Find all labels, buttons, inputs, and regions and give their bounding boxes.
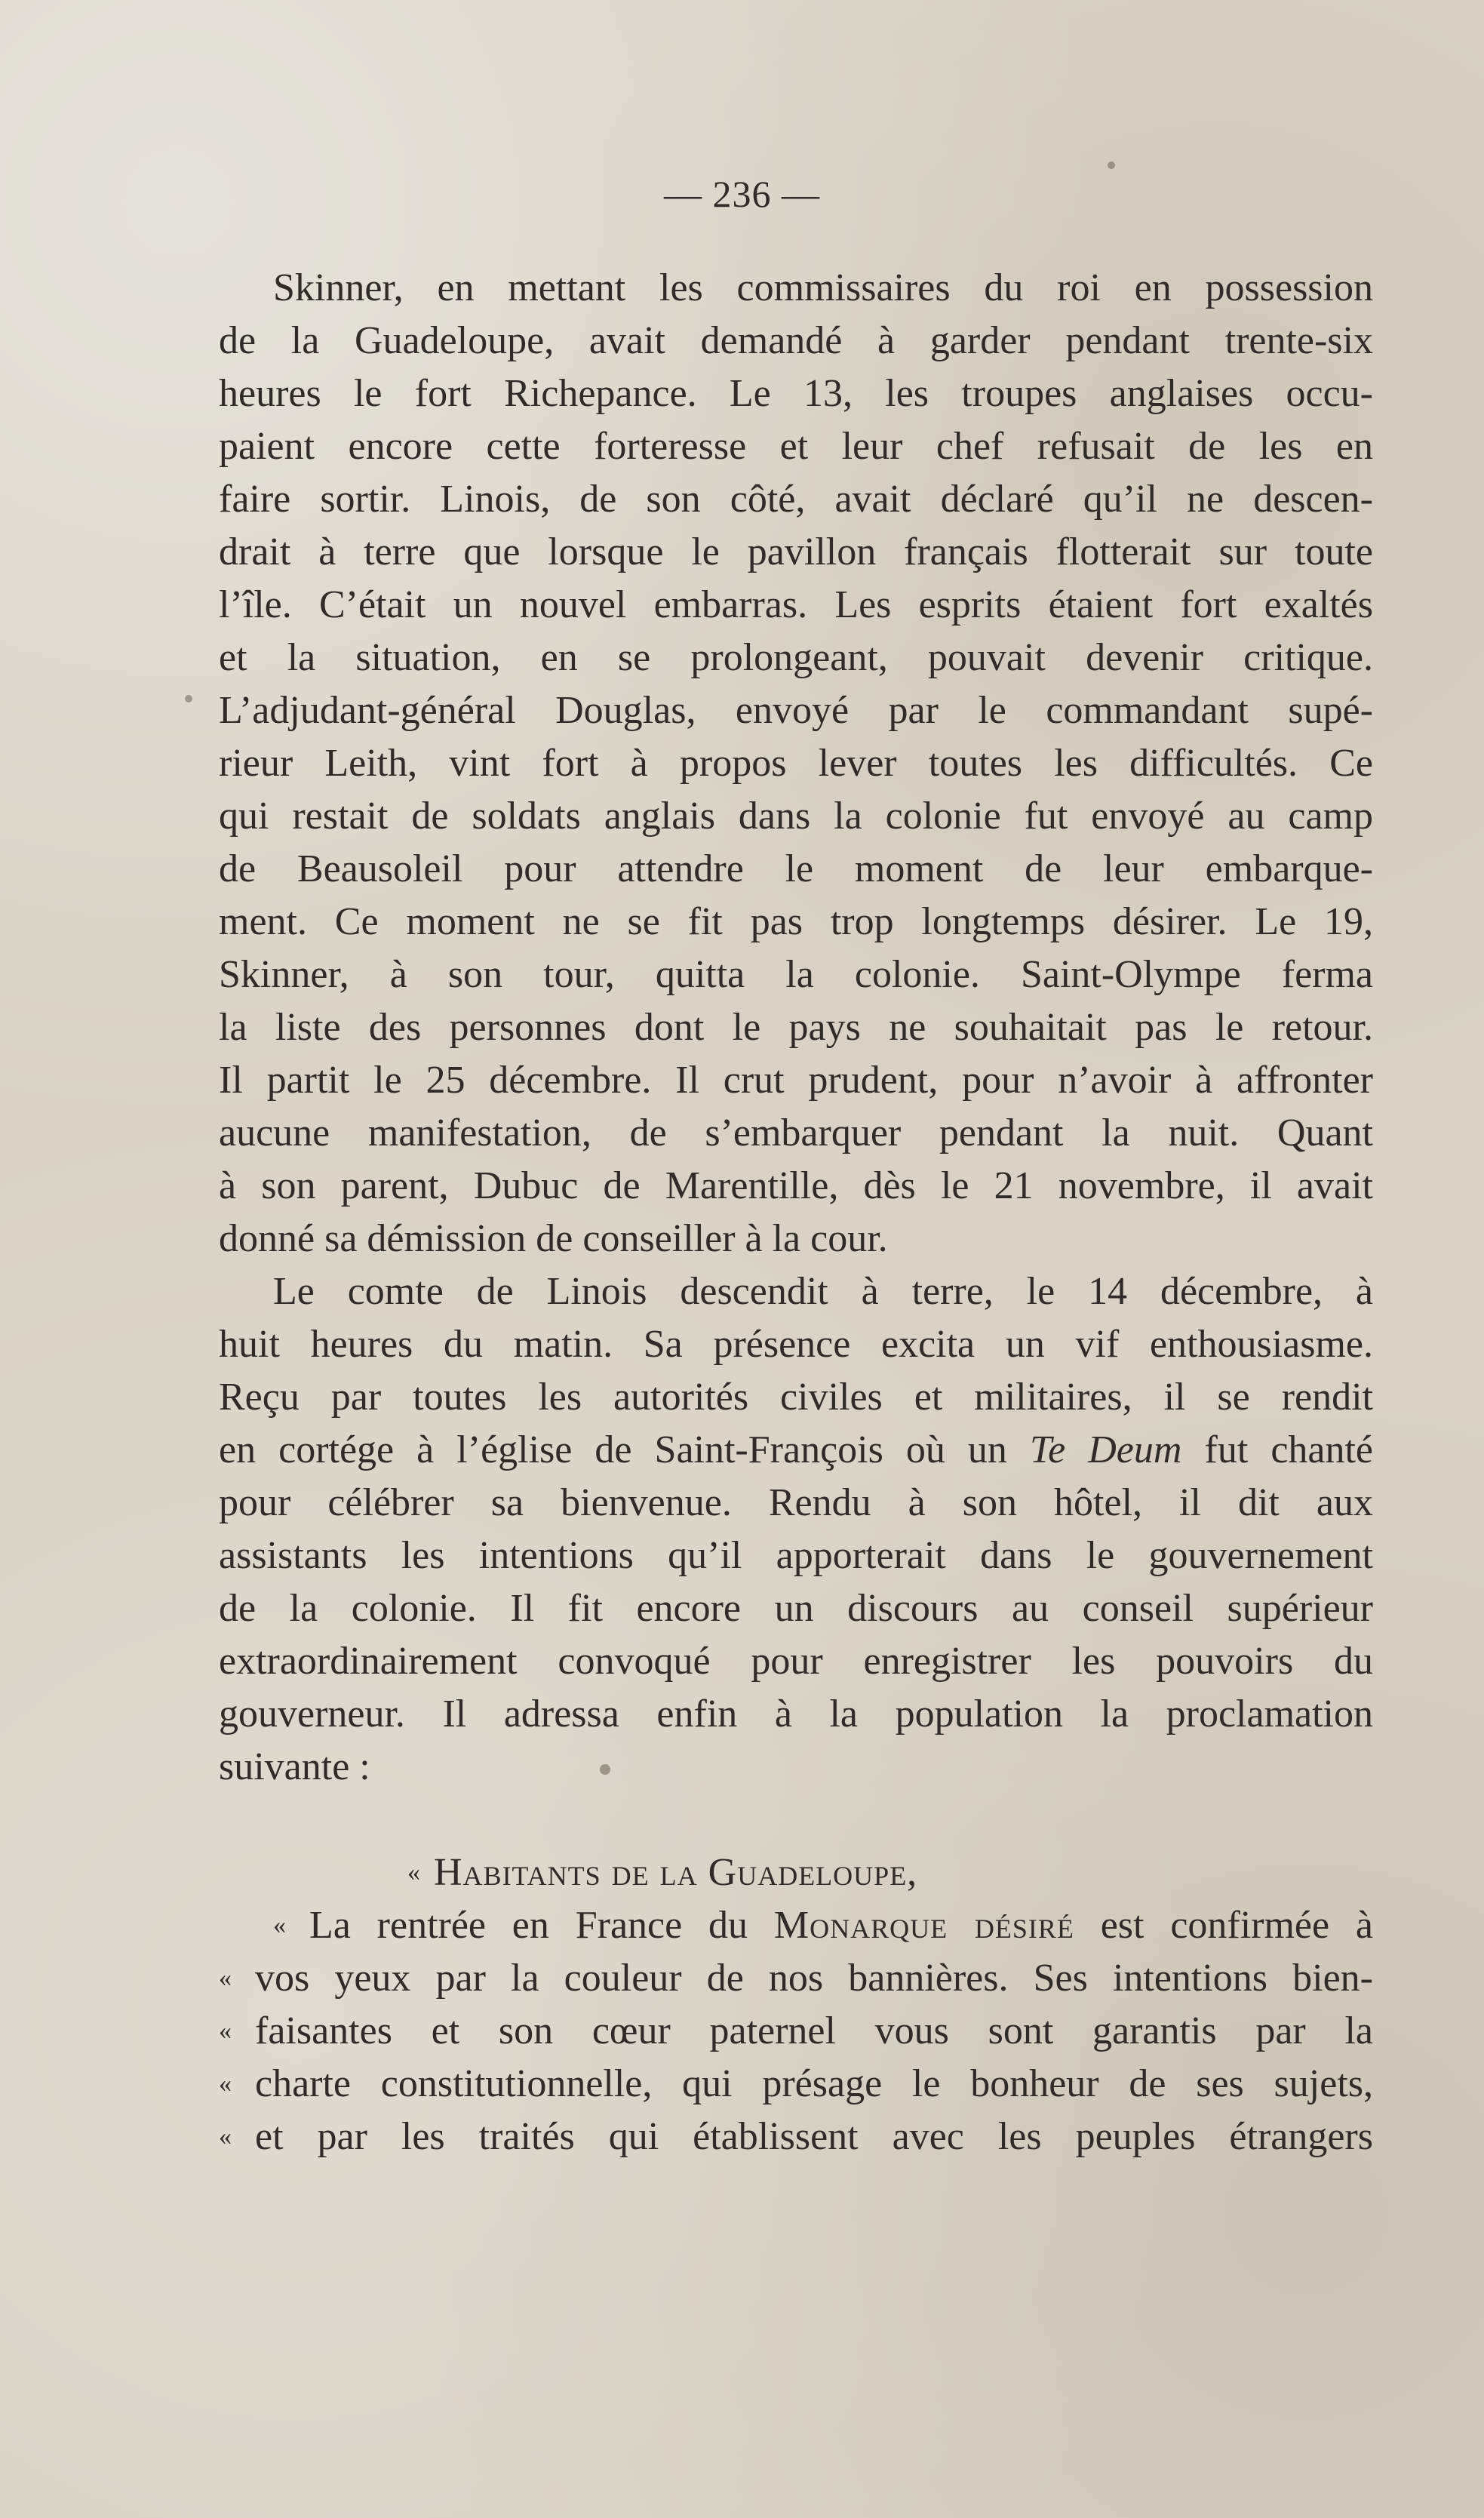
proclamation-text: vos yeux par la couleur de nos bannières. Ses intentions bien- [255,1957,1373,2000]
quote-mark: « [219,2123,232,2151]
text-line: paient encore cette forteresse et leur chef refusait de les en [219,425,1373,468]
text-line: de la colonie. Il fit encore un discours au conseil supérieur [219,1587,1373,1630]
proclamation-line [219,1899,1373,1952]
text-line: assistants les intentions qu’il apporterait dans le gouvernement [219,1534,1373,1577]
quote-mark: « [273,1911,286,1939]
text-line: rieur Leith, vint fort à propos lever toutes les difficultés. Ce [219,742,1373,785]
text-line: heures le fort Richepance. Le 13, les troupes anglaises occu- [219,372,1373,415]
proclamation-heading-line [219,1846,1373,1899]
proclamation-line [219,1952,1373,2005]
paragraph-2 [219,1265,1373,1794]
text-line: gouverneur. Il adressa enfin à la population la proclamation [219,1693,1373,1736]
text-line: aucune manifestation, de s’embarquer pendant la nuit. Quant [219,1111,1373,1154]
text-line: L’adjudant-général Douglas, envoyé par le commandant supé- [219,689,1373,732]
text-line-te-deum [219,1424,1373,1477]
text-line: et la situation, en se prolongeant, pouvait devenir critique. [219,636,1373,679]
smallcaps-monarque: Monarque désiré [773,1904,1074,1947]
text-line: Le comte de Linois descendit à terre, le 14 décembre, à [273,1270,1373,1313]
text-line: de Beausoleil pour attendre le moment de leur embarque- [219,847,1373,890]
text-line: donné sa démission de conseiller à la cour. [219,1217,888,1260]
text-line: faire sortir. Linois, de son côté, avait déclaré qu’il ne descen- [219,478,1373,521]
text-line: Il partit le 25 décembre. Il crut prudent, pour n’avoir à affronter [219,1059,1373,1102]
proclamation-line [219,2058,1373,2111]
quote-mark: « [219,2070,232,2098]
text-line: extraordinairement convoqué pour enregistrer les pouvoirs du [219,1640,1373,1683]
proclamation-text: et par les traités qui établissent avec les peuples étrangers [255,2115,1373,2158]
proclamation-heading: Habitants de la Guadeloupe, [434,1851,918,1894]
text-line: huit heures du matin. Sa présence excita un vif enthousiasme. [219,1323,1373,1366]
text-line: pour célébrer sa bienvenue. Rendu à son hôtel, il dit aux [219,1481,1373,1524]
page-text-block [219,262,1373,2163]
italic-te-deum: Te Deum [1029,1428,1182,1471]
text-fragment: La rentrée en France du [309,1904,774,1947]
text-fragment: est confirmée à [1074,1904,1373,1947]
quote-mark: « [219,2017,232,2045]
paragraph-1 [219,262,1373,1265]
text-line: la liste des personnes dont le pays ne souhaitait pas le retour. [219,1006,1373,1049]
quote-mark: « [407,1859,420,1886]
text-line: l’île. C’était un nouvel embarras. Les esprits étaient fort exaltés [219,583,1373,626]
text-line: Skinner, en mettant les commissaires du roi en possession [273,266,1373,309]
text-line: qui restait de soldats anglais dans la colonie fut envoyé au camp [219,795,1373,838]
text-line: drait à terre que lorsque le pavillon français flotterait sur toute [219,530,1373,573]
page-number: — 236 — [664,173,820,215]
text-line: à son parent, Dubuc de Marentille, dès le 21 novembre, il avait [219,1164,1373,1207]
paper-speck [600,1764,610,1775]
proclamation-text [309,1899,1373,1952]
proclamation-line [219,2111,1373,2163]
proclamation-line [219,2005,1373,2058]
paragraph-spacer [219,1794,1373,1846]
proclamation-text: charte constitutionnelle, qui présage le bonheur de ses sujets, [255,2062,1373,2105]
quote-mark: « [219,1964,232,1992]
paper-speck [1108,161,1115,169]
text-line: Reçu par toutes les autorités civiles et militaires, il se rendit [219,1376,1373,1419]
text-fragment: en cortége à l’église de Saint-François où un [219,1428,1030,1471]
proclamation-block [219,1846,1373,2163]
text-fragment: fut chanté [1181,1428,1374,1471]
text-line: ment. Ce moment ne se fit pas trop longtemps désirer. Le 19, [219,900,1373,943]
text-line: de la Guadeloupe, avait demandé à garder pendant trente-six [219,319,1373,362]
paper-speck [185,695,192,703]
text-line: Skinner, à son tour, quitta la colonie. Saint-Olympe ferma [219,953,1373,996]
text-line: suivante : [219,1745,370,1788]
proclamation-text: faisantes et son cœur paternel vous sont garantis par la [255,2009,1373,2052]
